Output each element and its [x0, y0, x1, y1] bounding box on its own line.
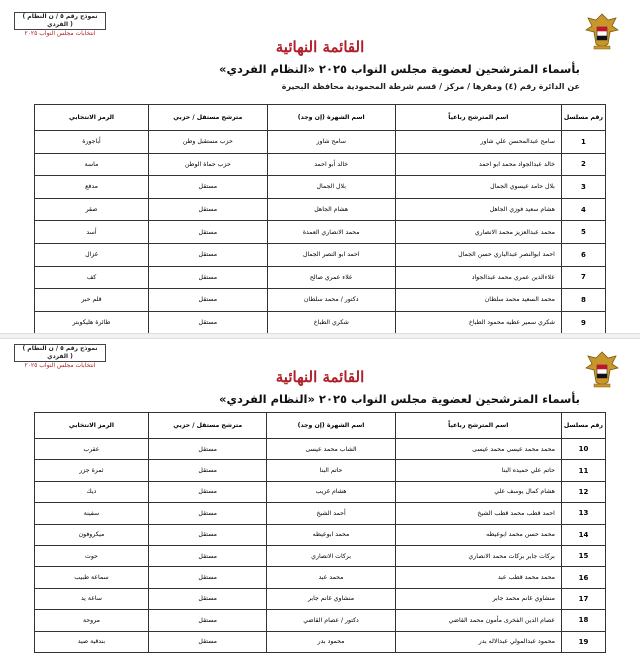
- serial-cell: 2: [561, 153, 605, 176]
- alias-cell: محمد ابوعيطه: [267, 524, 395, 545]
- candidate-name-cell: محمد السعيد محمد سلطان: [395, 289, 561, 312]
- alias-cell: حاتم البنا: [267, 460, 395, 481]
- serial-cell: 19: [561, 631, 605, 652]
- table-row: [35, 243, 606, 266]
- serial-cell: 14: [561, 524, 605, 545]
- alias-cell: سامح شاور: [267, 131, 395, 154]
- electoral-symbol-cell: مروحة: [35, 610, 149, 631]
- candidate-type-cell: مستقل: [149, 198, 268, 221]
- electoral-symbol-cell: سفينة: [35, 503, 149, 524]
- candidate-type-cell: مستقل: [148, 460, 267, 481]
- candidate-type-cell: مستقل: [148, 567, 267, 588]
- list-subtitle: بأسماء المترشحين لعضوية مجلس النواب ٢٠٢٥ «النظام الفردي»: [219, 392, 580, 406]
- electoral-symbol-cell: ساعة يد: [35, 588, 149, 609]
- table-row: [35, 153, 606, 176]
- table-row: [35, 131, 606, 154]
- form-number-label: [14, 12, 106, 38]
- alias-cell: هشام غريب: [267, 481, 395, 502]
- candidate-type-cell: مستقل: [148, 545, 267, 566]
- header-candidate-name: اسم المترشح رباعياً: [395, 105, 561, 131]
- serial-cell: 6: [561, 243, 605, 266]
- alias-cell: دكتور / عصام القاضي: [267, 610, 395, 631]
- header-electoral-symbol: الرمز الانتخابي: [35, 413, 149, 439]
- table-row: [35, 610, 606, 631]
- candidate-type-cell: مستقل: [149, 221, 268, 244]
- alias-cell: علاء عمري صالح: [267, 266, 395, 289]
- alias-cell: أحمد الشيخ: [267, 503, 395, 524]
- table-row: [35, 567, 606, 588]
- electoral-symbol-cell: ثمرة جزر: [35, 460, 149, 481]
- list-subtitle: بأسماء المترشحين لعضوية مجلس النواب ٢٠٢٥ «النظام الفردي»: [219, 62, 580, 76]
- form-label: ( نموذج رقم ٥ / ن النظام الفردي ): [14, 344, 106, 362]
- table-header-row: [35, 105, 606, 131]
- candidate-type-cell: حزب مستقبل وطن: [149, 131, 268, 154]
- candidate-type-cell: مستقل: [148, 524, 267, 545]
- candidates-table: [34, 412, 606, 653]
- form-label: ( نموذج رقم ٥ / ن النظام الفردي ): [14, 12, 106, 30]
- serial-cell: 10: [561, 439, 605, 460]
- table-row: [35, 176, 606, 199]
- form-sub-label: انتخابات مجلس النواب ٢٠٢٥: [24, 362, 96, 369]
- serial-cell: 17: [561, 588, 605, 609]
- alias-cell: احمد ابو النصر الجمال: [267, 243, 395, 266]
- form-sub-label: انتخابات مجلس النواب ٢٠٢٥: [24, 30, 96, 37]
- form-number-label: [14, 344, 106, 370]
- electoral-symbol-cell: صقر: [35, 198, 149, 221]
- candidate-type-cell: مستقل: [148, 588, 267, 609]
- candidate-name-cell: احمد ابوالنصر عبدالباري حسن الجمال: [395, 243, 561, 266]
- header-serial: رقم مسلسل: [561, 105, 605, 131]
- alias-cell: دكتور / محمد سلطان: [267, 289, 395, 312]
- candidate-name-cell: هشام كمال يوسف علي: [395, 481, 561, 502]
- candidate-type-cell: حزب حماة الوطن: [149, 153, 268, 176]
- alias-cell: الشاب محمد عيسى: [267, 439, 395, 460]
- alias-cell: بركات الانصاري: [267, 545, 395, 566]
- alias-cell: منشاوي غانم جابر: [267, 588, 395, 609]
- alias-cell: خالد أبو احمد: [267, 153, 395, 176]
- serial-cell: 18: [561, 610, 605, 631]
- page-separator: [0, 333, 640, 339]
- table-row: [35, 311, 606, 334]
- candidate-name-cell: محمد محمد قطب عبد: [395, 567, 561, 588]
- candidate-type-cell: مستقل: [149, 289, 268, 312]
- electoral-symbol-cell: حوت: [35, 545, 149, 566]
- candidate-type-cell: مستقل: [149, 176, 268, 199]
- header-serial: رقم مسلسل: [561, 413, 605, 439]
- header-candidate-type: مترشح مستقل / حزبي: [148, 413, 267, 439]
- electoral-symbol-cell: أسد: [35, 221, 149, 244]
- candidate-type-cell: مستقل: [148, 481, 267, 502]
- candidate-name-cell: عصام الدين الفخرى مأمون محمد القاضي: [395, 610, 561, 631]
- table-row: [35, 221, 606, 244]
- candidate-type-cell: مستقل: [148, 631, 267, 652]
- district-info: عن الدائرة رقم (٤) ومقرها / مركز / قسم شرطة المحمودية محافظة البحيرة: [281, 82, 580, 91]
- table-row: [35, 503, 606, 524]
- electoral-symbol-cell: ماسة: [35, 153, 149, 176]
- candidate-type-cell: مستقل: [149, 311, 268, 334]
- candidate-name-cell: علاءالدين عمري محمد عبدالجواد: [395, 266, 561, 289]
- candidate-name-cell: شكري سمير عطيه محمود الطباخ: [395, 311, 561, 334]
- electoral-symbol-cell: غزال: [35, 243, 149, 266]
- candidate-name-cell: حاتم علي حميده البنا: [395, 460, 561, 481]
- alias-cell: محمود بدر: [267, 631, 395, 652]
- candidate-name-cell: محمد عبدالعزيز محمد الانصاري: [395, 221, 561, 244]
- alias-cell: محمد الانصاري العمدة: [267, 221, 395, 244]
- table-row: [35, 198, 606, 221]
- header-electoral-symbol: الرمز الانتخابي: [35, 105, 149, 131]
- alias-cell: شكري الطباخ: [267, 311, 395, 334]
- table-row: [35, 631, 606, 652]
- alias-cell: بلال الجمال: [267, 176, 395, 199]
- table-row: [35, 588, 606, 609]
- header-alias: اسم الشهرة (إن وجد): [267, 413, 395, 439]
- electoral-symbol-cell: قلم حبر: [35, 289, 149, 312]
- final-list-title: القائمة النهائية: [275, 38, 365, 56]
- table-row: [35, 439, 606, 460]
- table-row: [35, 524, 606, 545]
- candidate-type-cell: مستقل: [148, 439, 267, 460]
- serial-cell: 13: [561, 503, 605, 524]
- serial-cell: 4: [561, 198, 605, 221]
- candidate-name-cell: هشام سعيد فوزي الجاهل: [395, 198, 561, 221]
- serial-cell: 11: [561, 460, 605, 481]
- header-candidate-type: مترشح مستقل / حزبي: [149, 105, 268, 131]
- electoral-symbol-cell: أباجورة: [35, 131, 149, 154]
- candidates-table: [34, 104, 606, 334]
- table-row: [35, 545, 606, 566]
- candidate-type-cell: مستقل: [149, 243, 268, 266]
- serial-cell: 12: [561, 481, 605, 502]
- candidate-name-cell: محمد محمد عيسى محمد عيسى: [395, 439, 561, 460]
- electoral-symbol-cell: ميكروفون: [35, 524, 149, 545]
- serial-cell: 15: [561, 545, 605, 566]
- electoral-symbol-cell: طائرة هليكوبتر: [35, 311, 149, 334]
- electoral-symbol-cell: بندقية صيد: [35, 631, 149, 652]
- electoral-symbol-cell: عقرب: [35, 439, 149, 460]
- candidate-name-cell: بلال حامد عيسوي الجمال: [395, 176, 561, 199]
- serial-cell: 3: [561, 176, 605, 199]
- electoral-symbol-cell: ديك: [35, 481, 149, 502]
- table-row: [35, 481, 606, 502]
- table-row: [35, 289, 606, 312]
- serial-cell: 1: [561, 131, 605, 154]
- alias-cell: محمد عبد: [267, 567, 395, 588]
- candidate-name-cell: احمد قطب محمد قطب الشيخ: [395, 503, 561, 524]
- alias-cell: هشام الجاهل: [267, 198, 395, 221]
- candidate-name-cell: سامح عبدالمحسن علي شاور: [395, 131, 561, 154]
- serial-cell: 7: [561, 266, 605, 289]
- candidate-name-cell: منشاوي غانم محمد جابر: [395, 588, 561, 609]
- header-alias: اسم الشهرة (إن وجد): [267, 105, 395, 131]
- candidate-name-cell: بركات جابر بركات محمد الانصاري: [395, 545, 561, 566]
- table-header-row: [35, 413, 606, 439]
- electoral-symbol-cell: كف: [35, 266, 149, 289]
- candidate-name-cell: محمود عبدالمولي عبدالاله بدر: [395, 631, 561, 652]
- serial-cell: 16: [561, 567, 605, 588]
- serial-cell: 5: [561, 221, 605, 244]
- candidate-name-cell: خالد عبدالجواد محمد ابو احمد: [395, 153, 561, 176]
- header-candidate-name: اسم المترشح رباعياً: [395, 413, 561, 439]
- electoral-symbol-cell: سماعة طبيب: [35, 567, 149, 588]
- candidate-type-cell: مستقل: [148, 503, 267, 524]
- serial-cell: 8: [561, 289, 605, 312]
- table-row: [35, 266, 606, 289]
- document-page-2: [0, 340, 640, 657]
- candidate-type-cell: مستقل: [148, 610, 267, 631]
- serial-cell: 9: [561, 311, 605, 334]
- electoral-symbol-cell: مدفع: [35, 176, 149, 199]
- final-list-title: القائمة النهائية: [275, 368, 365, 386]
- candidate-type-cell: مستقل: [149, 266, 268, 289]
- candidate-name-cell: محمد حسن محمد ابوعيطه: [395, 524, 561, 545]
- table-row: [35, 460, 606, 481]
